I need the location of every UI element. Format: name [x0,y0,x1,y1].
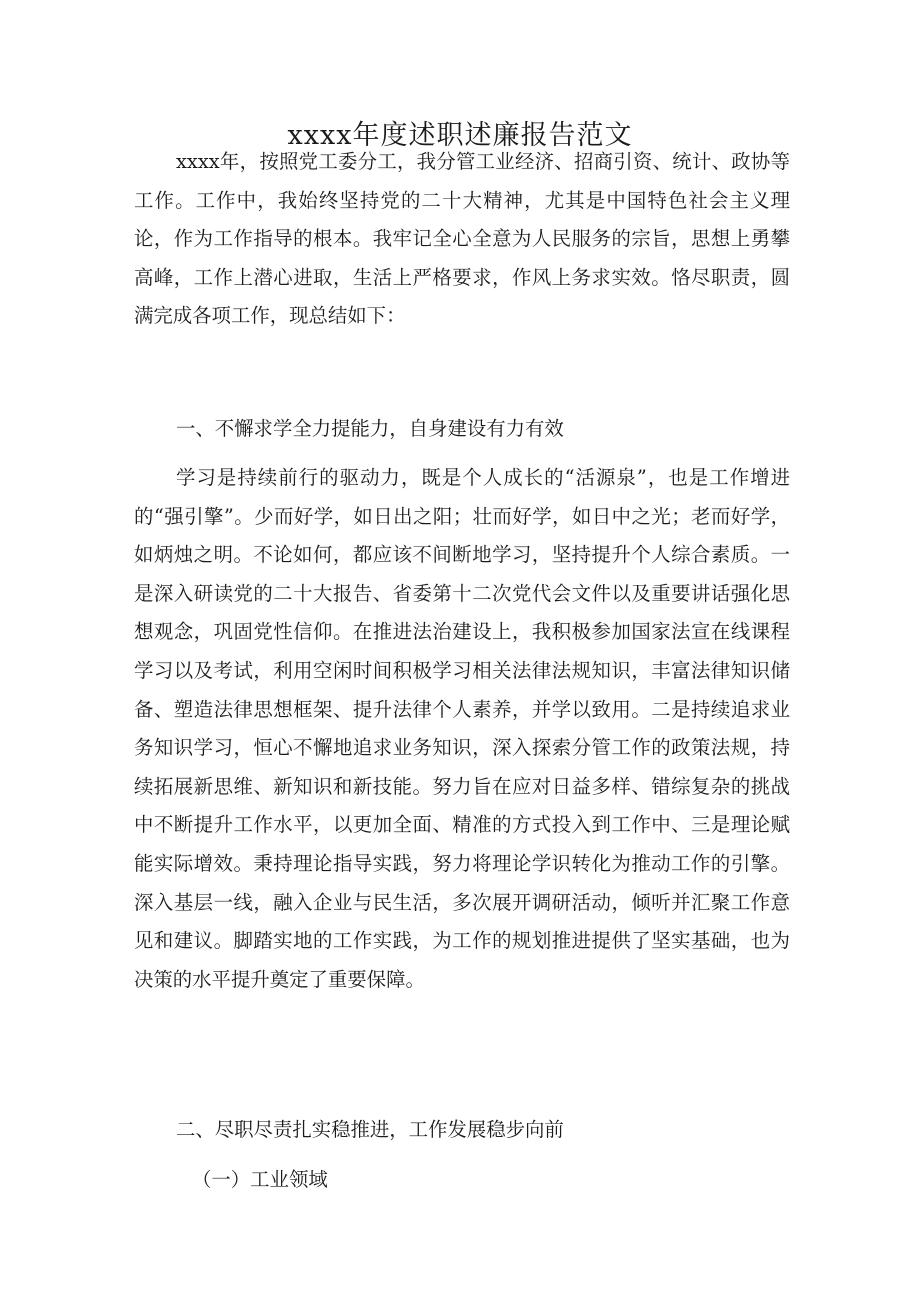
section-2-heading: 二、尽职尽责扎实稳推进，工作发展稳步向前 [176,1118,564,1141]
subsection-1-heading: （一）工业领域 [192,1168,328,1191]
section-1-heading: 一、不懈求学全力提能力，自身建设有力有效 [176,417,564,440]
section-1-paragraph: 学习是持续前行的驱动力，既是个人成长的“活源泉”，也是工作增进的“强引擎”。少而好学，如日出之阳；壮而好学，如日中之光；老而好学，如炳烛之明。不论如何，都应该不间断地学习，坚持提升个人综合素质。一是深入研读党的二十大报告、省委第十二次党代会文件以及重要讲话强化思想观念，巩固党性信仰。在推进法治建设上，我积极参加国家法宣在线课程学习以及考试，利用空闲时间积极学习相关法律法规知识，丰富法律知识储备、塑造法律思想框架、提升法律个人素养，并学以致用。二是持续追求业务知识学习，恒心不懈地追求业务知识，深入探索分管工作的政策法规，持续拓展新思维、新知识和新技能。努力旨在应对日益多样、错综复杂的挑战中不断提升工作水平，以更加全面、精准的方式投入到工作中、三是理论赋能实际增效。秉持理论指导实践，努力将理论学识转化为推动工作的引擎。深入基层一线，融入企业与民生活，多次展开调研活动，倾听并汇聚工作意见和建议。脚踏实地的工作实践，为工作的规划推进提供了坚实基础，也为决策的水平提升奠定了重要保障。 [134,466,790,991]
document-title: xxxx年度述职述廉报告范文 [287,120,633,151]
intro-paragraph: xxxx年，按照党工委分工，我分管工业经济、招商引资、统计、政协等工作。工作中，我始终坚持党的二十大精神，尤其是中国特色社会主义理论，作为工作指导的根本。我牢记全心全意为人民服务的宗旨，思想上勇攀高峰，工作上潜心进取，生活上严格要求，作风上务求实效。恪尽职责，圆满完成各项工作，现总结如下： [134,150,790,328]
